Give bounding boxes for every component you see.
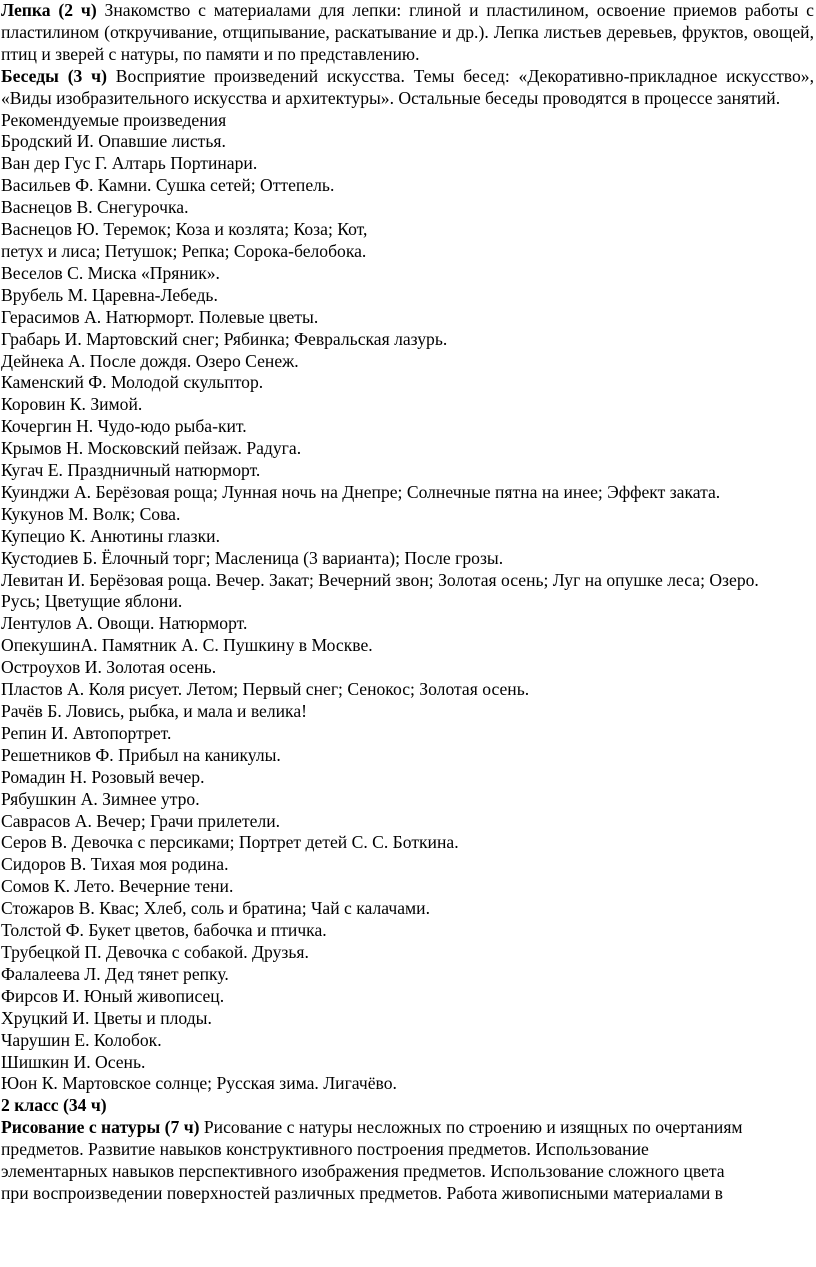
work-item: Чарушин Е. Колобок. <box>1 1029 162 1050</box>
work-item: Кочергин Н. Чудо-юдо рыба-кит. <box>1 416 247 437</box>
recommended-heading: Рекомендуемые произведения <box>1 109 227 130</box>
work-item: Остроухов И. Золотая осень. <box>1 657 217 678</box>
work-item: Каменский Ф. Молодой скульптор. <box>1 372 264 393</box>
drawing-line: Рисование с натуры несложных по строению и изящных по очертаниям <box>199 1117 743 1138</box>
work-item: Дейнека А. После дождя. Озеро Сенеж. <box>1 350 299 371</box>
work-item: Ван дер Гус Г. Алтарь Портинари. <box>1 153 258 174</box>
work-item: Ромадин Н. Розовый вечер. <box>1 766 205 787</box>
work-item: Трубецкой П. Девочка с собакой. Друзья. <box>1 941 309 962</box>
work-item: ОпекушинА. Памятник А. С. Пушкину в Москве. <box>1 635 373 656</box>
work-item: Рачёв Б. Ловись, рыбка, и мала и велика! <box>1 701 308 721</box>
work-item: Крымов Н. Московский пейзаж. Радуга. <box>1 438 302 459</box>
work-item: Стожаров В. Квас; Хлеб, соль и братина; Чай с калачами. <box>1 898 430 919</box>
section-title-conversations: Беседы (3 ч) <box>1 65 107 86</box>
work-item: Шишкин И. Осень. <box>1 1051 146 1072</box>
work-item: Васнецов В. Снегурочка. <box>1 197 189 218</box>
work-item: Пластов А. Коля рисует. Летом; Первый снег; Сенокос; Золотая осень. <box>1 679 530 700</box>
work-item: Юон К. Мартовское солнце; Русская зима. Лигачёво. <box>1 1073 397 1094</box>
work-item: Рябушкин А. Зимнее утро. <box>1 788 200 809</box>
work-item: Васильев Ф. Камни. Сушка сетей; Оттепель. <box>1 175 335 196</box>
works-list <box>1 131 814 1095</box>
work-item: Кукунов М. Волк; Сова. <box>1 503 181 524</box>
work-item: Коровин К. Зимой. <box>1 394 143 415</box>
section-title-modeling: Лепка (2 ч) <box>1 0 97 20</box>
work-item: Бродский И. Опавшие листья. <box>1 131 226 152</box>
work-item: Куинджи А. Берёзовая роща; Лунная ночь на Днепре; Солнечные пятна на инее; Эффект заката. <box>1 481 721 502</box>
work-item: Хруцкий И. Цветы и плоды. <box>1 1007 212 1028</box>
work-item: Герасимов А. Натюрморт. Полевые цветы. <box>1 306 319 327</box>
work-item: петух и лиса; Петушок; Репка; Сорока-белобока. <box>1 240 367 261</box>
paragraph-conversations <box>1 66 814 110</box>
work-item: Левитан И. Берёзовая роща. Вечер. Закат; Вечерний звон; Золотая осень; Луг на опушке леса; Озеро. <box>1 569 759 590</box>
work-item: Фалалеева Л. Дед тянет репку. <box>1 963 229 984</box>
work-item: Веселов С. Миска «Пряник». <box>1 262 220 283</box>
work-item: Репин И. Автопортрет. <box>1 722 172 743</box>
work-item: Грабарь И. Мартовский снег; Рябинка; Февральская лазурь. <box>1 328 448 349</box>
paragraph-modeling <box>1 0 814 66</box>
drawing-line: предметов. Развитие навыков конструктивного построения предметов. Использование <box>1 1139 649 1160</box>
section-text-conversations: Восприятие произведений искусства. Темы бесед: «Декоративно-прикладное искусство», «Виды изобразительного искусства и архитектуры». Остальные беседы проводятся в процессе занятий. <box>1 65 814 108</box>
work-item: Серов В. Девочка с персиками; Портрет детей С. С. Боткина. <box>1 832 459 853</box>
paragraph-drawing <box>1 1117 814 1205</box>
work-item: Русь; Цветущие яблони. <box>1 591 183 612</box>
section-title-drawing: Рисование с натуры (7 ч) <box>1 1117 200 1138</box>
work-item: Сомов К. Лето. Вечерние тени. <box>1 876 234 897</box>
work-item: Васнецов Ю. Теремок; Коза и козлята; Коза; Кот, <box>1 219 368 240</box>
work-item: Лентулов А. Овощи. Натюрморт. <box>1 613 248 634</box>
work-item: Фирсов И. Юный живописец. <box>1 985 225 1006</box>
work-item: Кугач Е. Праздничный натюрморт. <box>1 460 261 481</box>
work-item: Толстой Ф. Букет цветов, бабочка и птичка. <box>1 920 327 941</box>
drawing-line: при воспроизведении поверхностей различных предметов. Работа живописными материалами в <box>1 1182 723 1203</box>
class-heading: 2 класс (34 ч) <box>1 1095 107 1116</box>
section-text-modeling: Знакомство с материалами для лепки: глиной и пластилином, освоение приемов работы с пластилином (откручивание, отщипывание, раскатывание и др.). Лепка листьев деревьев, фруктов, овощей, птиц и зверей с натуры, по памяти и по представлению. <box>1 0 814 64</box>
work-item: Сидоров В. Тихая моя родина. <box>1 854 229 875</box>
drawing-line: элементарных навыков перспективного изображения предметов. Использование сложного цвета <box>1 1161 725 1182</box>
work-item: Кустодиев Б. Ёлочный торг; Масленица (3 варианта); После грозы. <box>1 547 504 568</box>
work-item: Решетников Ф. Прибыл на каникулы. <box>1 744 281 765</box>
work-item: Врубель М. Царевна-Лебедь. <box>1 284 218 305</box>
work-item: Саврасов А. Вечер; Грачи прилетели. <box>1 810 281 831</box>
work-item: Купецио К. Анютины глазки. <box>1 525 220 546</box>
